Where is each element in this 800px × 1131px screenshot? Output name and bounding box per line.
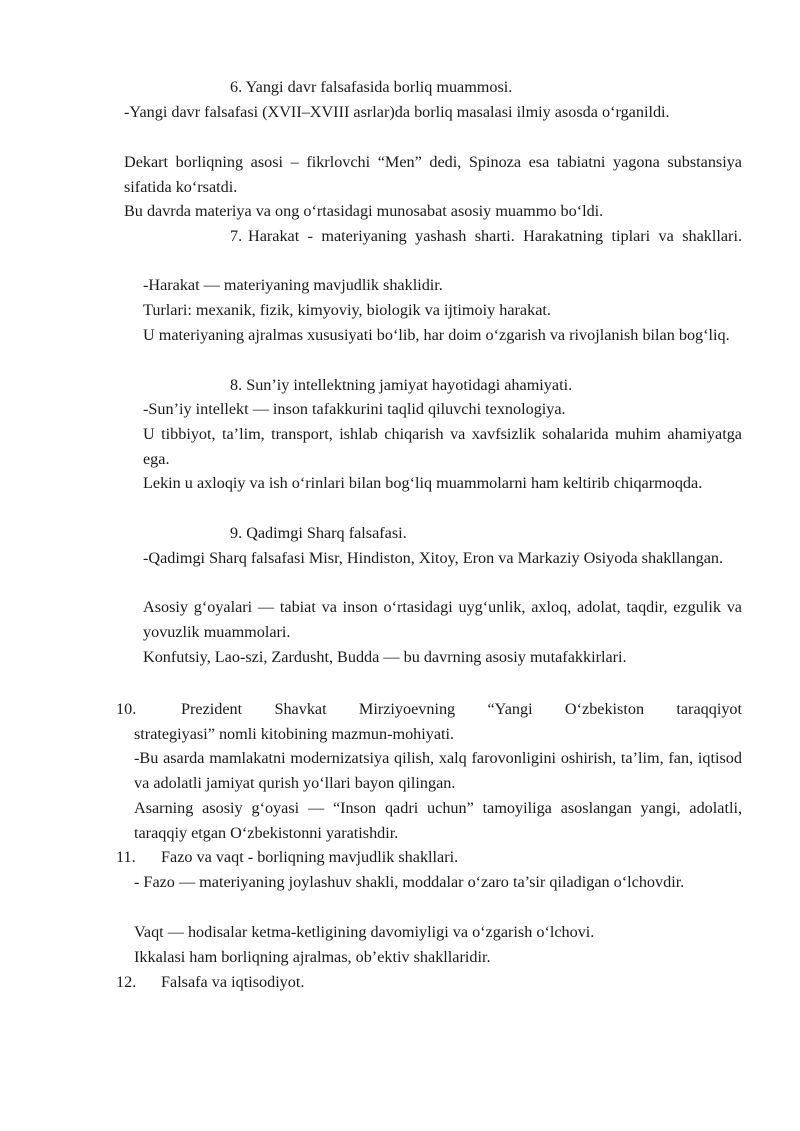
section-9-paragraph-3: Konfutsiy, Lao-szi, Zardusht, Budda — bu davrning asosiy mutafakkirlari. — [143, 648, 627, 666]
section-11-paragraph-3: Ikkalasi ham borliqning ajralmas, ob’ektiv shakllaridir. — [134, 948, 491, 966]
section-10-number: 10. — [116, 700, 137, 718]
section-7-paragraph-2: Turlari: mexanik, fizik, kimyoviy, biologik va ijtimoiy harakat. — [143, 301, 551, 319]
section-7-paragraph-3: U materiyaning ajralmas xususiyati bo‘lib, har doim o‘zgarish va rivojlanish bilan bog‘liq. — [143, 326, 730, 344]
section-11-paragraph-2: Vaqt — hodisalar ketma-ketligining davomiyligi va o‘zgarish o‘lchovi. — [134, 923, 595, 941]
section-7-heading — [230, 224, 742, 273]
section-6-paragraph-2: Dekart borliqning asosi – fikrlovchi “Men” dedi, Spinoza esa tabiatni yagona substansiya sifatida ko‘rsatdi. — [124, 153, 742, 196]
section-11-number: 11. — [116, 848, 136, 866]
section-6-paragraph-3: Bu davrda materiya va ong o‘rtasidagi munosabat asosiy muammo bo‘ldi. — [124, 202, 604, 220]
section-10-paragraph-1: -Bu asarda mamlakatni modernizatsiya qilish, xalq farovonligini oshirish, ta’lim, fan, iqtisod va adolatli jamiyat qurish yo‘llari bayon qilingan. — [134, 749, 742, 792]
section-12-heading: Falsafa va iqtisodiyot. — [161, 973, 305, 991]
section-8-paragraph-2: U tibbiyot, ta’lim, transport, ishlab chiqarish va xavfsizlik sohalarida muhim ahamiyatga ega. — [143, 425, 742, 468]
section-9-heading: 9. Qadimgi Sharq falsafasi. — [230, 524, 407, 542]
section-8-paragraph-1: -Sun’iy intellekt — inson tafakkurini taqlid qiluvchi texnologiya. — [143, 400, 566, 418]
section-8-paragraph-3: Lekin u axloqiy va ish o‘rinlari bilan bog‘liq muammolarni ham keltirib chiqarmoqda. — [143, 474, 703, 492]
section-10-heading-line-2: strategiyasi” nomli kitobining mazmun-mohiyati. — [134, 725, 455, 743]
section-6-heading: 6. Yangi davr falsafasida borliq muammosi. — [230, 78, 513, 96]
section-6-paragraph-1: -Yangi davr falsafasi (XVII–XVIII asrlar)da borliq masalasi ilmiy asosda o‘rganildi. — [124, 103, 670, 121]
section-8-heading: 8. Sun’iy intellektning jamiyat hayotidagi ahamiyati. — [230, 376, 573, 394]
section-9-paragraph-2: Asosiy g‘oyalari — tabiat va inson o‘rtasidagi uyg‘unlik, axloq, adolat, taqdir, ezgulik va yovuzlik muammolari. — [143, 598, 742, 641]
section-11-paragraph-1: - Fazo — materiyaning joylashuv shakli, moddalar o‘zaro ta’sir qiladigan o‘lchovdir. — [134, 873, 685, 891]
section-11-heading: Fazo va vaqt - borliqning mavjudlik shakllari. — [161, 848, 459, 866]
section-9-paragraph-1: -Qadimgi Sharq falsafasi Misr, Hindiston, Xitoy, Eron va Markaziy Osiyoda shakllangan. — [143, 549, 724, 567]
section-10-heading-line-1: Prezident Shavkat Mirziyoevning “Yangi O‘zbekiston taraqqiyot — [181, 700, 742, 718]
section-12-number: 12. — [116, 973, 137, 991]
section-7-heading-text: Harakat - materiyaning yashash sharti. Harakatning tiplari va shakllari. — [248, 227, 742, 245]
section-7-number: 7. — [230, 227, 243, 245]
section-7-paragraph-1: -Harakat — materiyaning mavjudlik shaklidir. — [143, 276, 443, 294]
section-10-paragraph-2: Asarning asosiy g‘oyasi — “Inson qadri uchun” tamoyiliga asoslangan yangi, adolatli, taraqqiy etgan O‘zbekistonni yaratishdir. — [134, 799, 742, 842]
